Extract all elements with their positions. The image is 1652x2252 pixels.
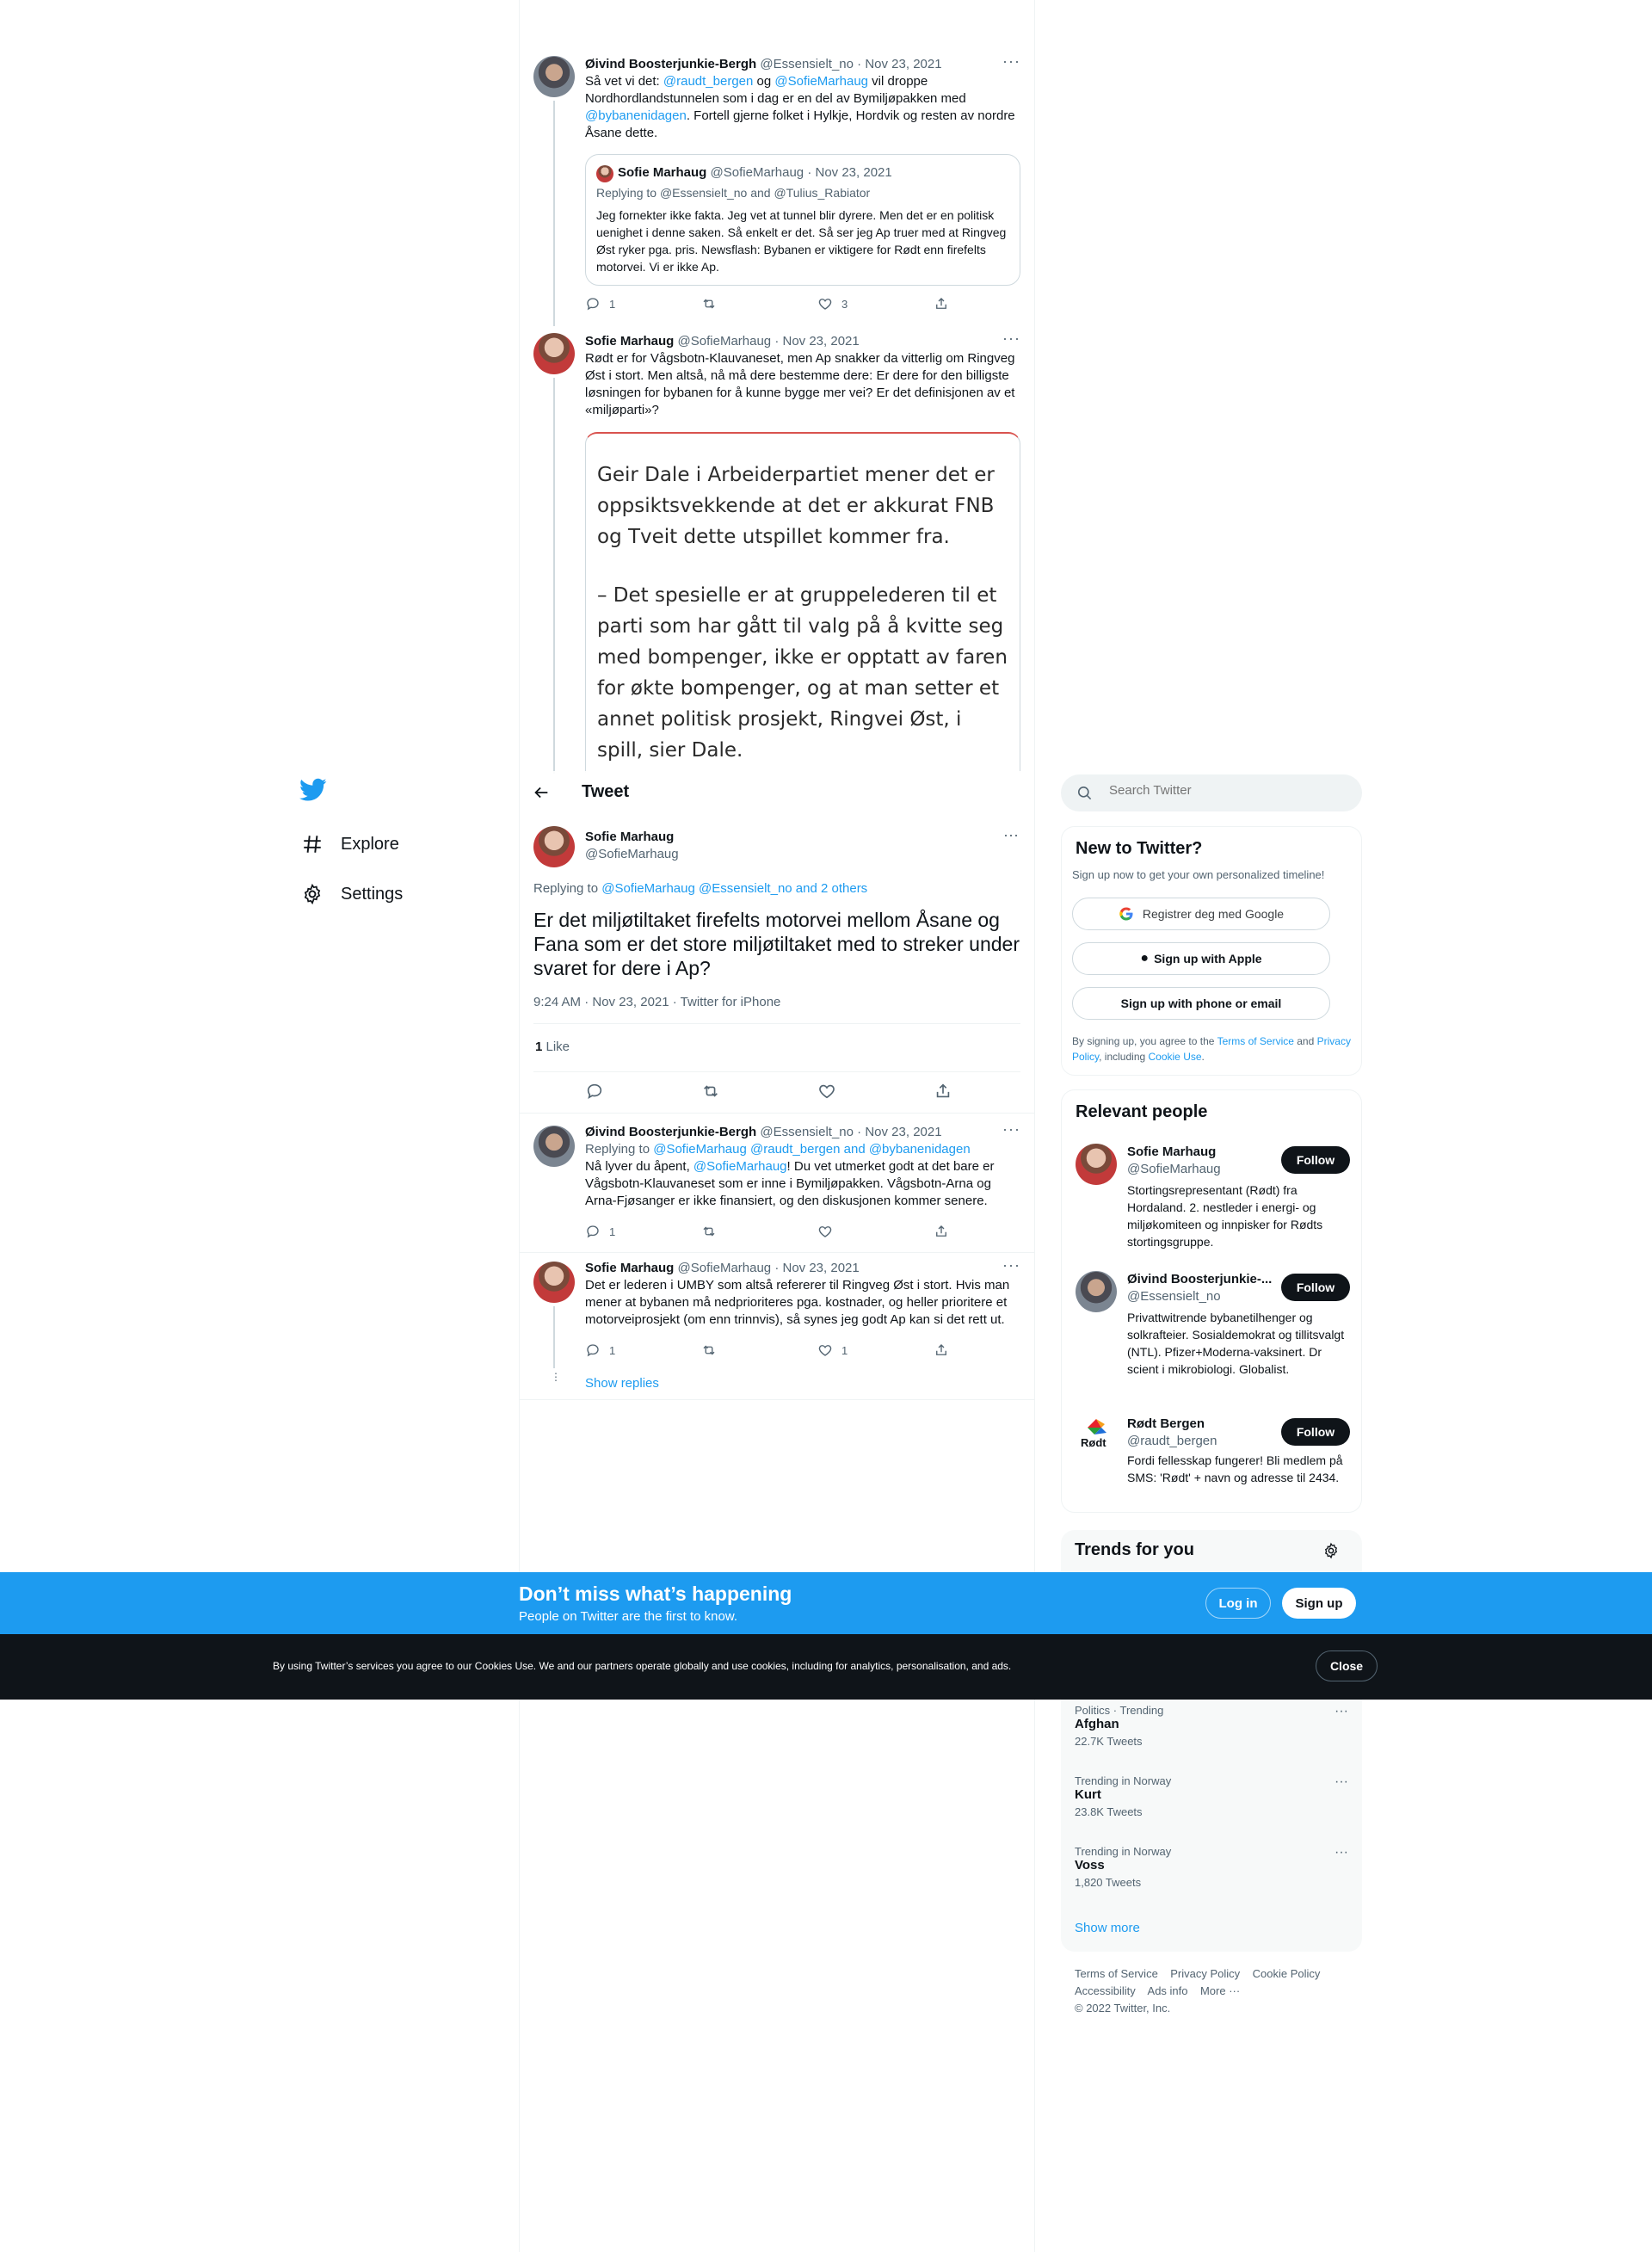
signup-card — [1061, 826, 1362, 1076]
relevant-people-card — [1061, 1089, 1362, 1513]
mention-link[interactable]: @raudt_bergen — [663, 74, 754, 89]
tweet-date[interactable]: Nov 23, 2021 — [865, 57, 942, 71]
follow-button[interactable]: Follow — [1281, 1274, 1350, 1301]
retweet-button[interactable] — [701, 1082, 817, 1101]
legal-text: . — [1201, 1051, 1205, 1063]
button-label: Sign up with Apple — [1154, 952, 1262, 966]
rodt-logo[interactable] — [1076, 1416, 1117, 1457]
replying-prefix: Replying to — [533, 881, 602, 896]
image-paragraph: Geir Dale i Arbeiderpartiet mener det er oppsiktsvekkende at det er akkurat FNB og Tveit dette utspillet kommer fra. — [597, 464, 995, 548]
author-name[interactable]: Sofie Marhaug — [585, 830, 675, 844]
separator: · — [854, 57, 866, 71]
thread-connector-line — [553, 378, 555, 774]
author-handle[interactable]: @SofieMarhaug — [677, 1261, 772, 1275]
tweet-date[interactable]: Nov 23, 2021 — [782, 334, 860, 349]
footer-link[interactable]: Accessibility — [1075, 1984, 1136, 1997]
footer-link[interactable]: Ads info — [1147, 1984, 1188, 1997]
tweet-date[interactable]: Nov 23, 2021 — [782, 1261, 860, 1275]
like-count: 3 — [841, 297, 848, 311]
copyright: © 2022 Twitter, Inc. — [1075, 2002, 1171, 2014]
quote-text: Jeg fornekter ikke fakta. Jeg vet at tunnel blir dyrere. Men det er en politisk uenighet i denne saken. Så enkelt er det. Så ser jeg Ap truer med at Ringveg Øst ryker pga. pris. Newsflash: Bybanen er viktigere for Rødt enn firefelts motorvei. Vi er ikke Ap. — [596, 208, 1007, 274]
main-column-right-border — [1034, 0, 1035, 2252]
trend-item[interactable] — [1075, 1774, 1348, 1818]
replying-to — [596, 186, 870, 200]
person-bio: Stortingsrepresentant (Rødt) fra Hordaland. 2. nestleder i energi- og miljøkomiteen og innpisker for Rødts stortingsgruppe. — [1127, 1183, 1323, 1249]
main-header — [520, 771, 1034, 817]
image-text — [597, 460, 1010, 766]
main-tweet-author[interactable] — [585, 829, 679, 863]
author-name[interactable]: Øivind Boosterjunkie-Bergh — [585, 1125, 757, 1139]
tweet-timestamp[interactable]: 9:24 AM · Nov 23, 2021 · Twitter for iPhone — [533, 995, 781, 1009]
trend-name: Kurt — [1075, 1787, 1101, 1802]
mention-link[interactable]: @SofieMarhaug — [774, 74, 869, 89]
search-icon — [1076, 785, 1093, 801]
avatar[interactable] — [533, 1126, 575, 1167]
nav-explore[interactable] — [301, 833, 399, 855]
share-icon — [934, 1342, 949, 1358]
show-more-link[interactable]: Show more — [1075, 1921, 1140, 1935]
more-options-icon[interactable]: ··· — [1002, 52, 1020, 70]
trend-count: 1,820 Tweets — [1075, 1876, 1142, 1889]
share-button[interactable] — [934, 1082, 1050, 1101]
search-input[interactable] — [1109, 783, 1341, 798]
reply-count: 1 — [609, 1225, 616, 1238]
replying-to — [533, 881, 867, 896]
footer-link[interactable]: Cookie Policy — [1252, 1967, 1321, 1980]
google-signup-button[interactable] — [1072, 898, 1330, 930]
heart-icon — [817, 296, 833, 312]
reply-button[interactable] — [585, 296, 701, 312]
avatar[interactable] — [533, 56, 575, 97]
separator: · — [854, 1125, 866, 1139]
login-button[interactable]: Log in — [1205, 1588, 1271, 1619]
replying-to — [585, 1141, 1020, 1158]
legal-text: By signing up, you agree to the — [1072, 1035, 1217, 1047]
gear-icon — [301, 883, 324, 905]
replying-prefix: Replying to — [596, 186, 660, 200]
tweet-text — [585, 73, 1020, 142]
footer-more-link[interactable]: More ··· — [1199, 1984, 1241, 1997]
image-paragraph: – Det spesielle er at gruppelederen til et parti som har gått til valg på å kvitte seg med bompenger, ikke er opptatt av faren for økte bompenger, og at man setter et annet politisk prosjekt, Ringvei Øst, i spill, sier Dale. — [597, 584, 1008, 762]
divider — [520, 1252, 1034, 1253]
button-label: Registrer deg med Google — [1142, 907, 1285, 921]
terms-link[interactable]: Terms of Service — [1217, 1035, 1294, 1047]
tweet-date[interactable]: Nov 23, 2021 — [865, 1125, 942, 1139]
person-bio: Privattwitrende bybanetilhenger og solkrafteier. Sosialdemokrat og tillitsvalgt (NTL). Pfizer+Moderna-vaksinert. Dr scient i mikrobiologi. Globalist. — [1127, 1311, 1345, 1376]
tweet-text-part: . Fortell gjerne folket i Hylkje, Hordvik og resten av nordre Åsane dette. — [585, 108, 1015, 140]
phone-email-signup-button[interactable] — [1072, 987, 1330, 1020]
google-icon — [1119, 906, 1134, 922]
person-name[interactable]: Sofie Marhaug — [1127, 1145, 1217, 1159]
back-arrow-icon[interactable] — [532, 783, 551, 806]
mention-link[interactable]: @SofieMarhaug — [693, 1159, 787, 1174]
show-replies-link[interactable]: Show replies — [585, 1376, 659, 1391]
follow-button[interactable]: Follow — [1281, 1146, 1350, 1174]
likes-label: Like — [542, 1040, 570, 1054]
thread-tweet[interactable] — [585, 330, 1020, 419]
trend-category: Politics · Trending — [1075, 1704, 1164, 1717]
privacy-link[interactable]: Privacy Policy — [1072, 1035, 1351, 1063]
relevant-people-title: Relevant people — [1076, 1102, 1208, 1121]
quote-header: Sofie Marhaug @SofieMarhaug · Nov 23, 2021 — [618, 165, 892, 180]
page-title: Tweet — [582, 782, 630, 801]
more-options-icon[interactable]: ··· — [1335, 1845, 1348, 1860]
person[interactable] — [1127, 1144, 1221, 1178]
gear-icon[interactable] — [1322, 1542, 1340, 1559]
trend-category: Trending in Norway — [1075, 1845, 1172, 1858]
author-name: Sofie Marhaug — [618, 165, 707, 180]
tweet-text-part: ! Du vet utmerket godt at det bare er Vågsbotn-Klauvaneset som er inne i Bymiljøpakken. Vågsbotn-Arna og Arna-Fjøsanger er ikke finansiert, og den diskusjonen kommer senere. — [585, 1159, 995, 1208]
divider — [533, 1071, 1020, 1072]
avatar[interactable] — [1076, 1144, 1117, 1185]
nav-label: Explore — [341, 834, 399, 854]
tweet-text-part: Nå lyver du åpent, — [585, 1159, 693, 1174]
reply-icon — [585, 1342, 601, 1358]
tweet-actions — [585, 1342, 1050, 1358]
share-button[interactable] — [934, 296, 1050, 312]
retweet-button[interactable] — [701, 1224, 817, 1239]
legal-text: , including — [1099, 1051, 1149, 1063]
avatar[interactable] — [1076, 1271, 1117, 1312]
tweet-date: Nov 23, 2021 — [815, 165, 892, 180]
replying-mentions[interactable]: @SofieMarhaug @Essensielt_no and 2 others — [601, 881, 868, 896]
person-handle[interactable]: @raudt_bergen — [1127, 1434, 1217, 1448]
person-handle[interactable]: @Essensielt_no — [1127, 1289, 1221, 1304]
replying-and: and — [747, 186, 774, 200]
like-count: 1 — [841, 1343, 848, 1357]
retweet-button[interactable] — [701, 296, 817, 312]
apple-icon: ● — [1140, 951, 1150, 966]
likes-stat[interactable] — [535, 1040, 570, 1054]
cookie-bar — [0, 1634, 1652, 1700]
separator: · — [771, 1261, 783, 1275]
quote-tweet[interactable] — [585, 154, 1020, 286]
signup-legal — [1072, 1033, 1353, 1064]
author-name[interactable]: Øivind Boosterjunkie-Bergh — [585, 57, 757, 71]
avatar[interactable] — [533, 1262, 575, 1303]
more-options-icon[interactable]: ··· — [1335, 1774, 1348, 1789]
button-label: Sign up with phone or email — [1120, 996, 1282, 1010]
tweet-actions — [585, 296, 1050, 312]
sidebar-footer — [1075, 1965, 1359, 2017]
reply-icon — [585, 1082, 604, 1101]
author-handle[interactable]: @Essensielt_no — [760, 1125, 854, 1139]
person-name[interactable]: Rødt Bergen — [1127, 1416, 1205, 1431]
reply-button[interactable] — [585, 1224, 701, 1239]
divider — [520, 1113, 1034, 1114]
nav-label: Settings — [341, 884, 404, 904]
replying-handle: @Tulius_Rabiator — [774, 186, 871, 200]
author-name[interactable]: Sofie Marhaug — [585, 334, 675, 349]
trend-item[interactable] — [1075, 1704, 1348, 1748]
retweet-icon — [701, 296, 717, 312]
tweet-text-part: og — [753, 74, 775, 89]
thread-connector-line — [553, 1306, 555, 1368]
mention-link[interactable]: @bybanenidagen — [585, 108, 687, 123]
signup-button[interactable]: Sign up — [1282, 1588, 1356, 1619]
reply-button[interactable] — [585, 1342, 701, 1358]
tweet-actions — [585, 1224, 1050, 1239]
banner-title: Don’t miss what’s happening — [519, 1583, 792, 1605]
search-box[interactable] — [1061, 774, 1362, 811]
replying-handle: @Essensielt_no — [659, 186, 748, 200]
trends-title: Trends for you — [1075, 1540, 1194, 1559]
tweet-text-part: vil droppe Nordhordlandstunnelen som i dag er en del av Bymiljøpakken med — [585, 74, 966, 106]
author-handle[interactable]: @SofieMarhaug — [677, 334, 772, 349]
like-button[interactable] — [817, 1082, 934, 1101]
person-handle[interactable]: @SofieMarhaug — [1127, 1162, 1221, 1176]
likes-count: 1 — [535, 1040, 543, 1054]
tweet-text: Det er lederen i UMBY som altså refererer til Ringveg Øst i stort. Hvis man mener at bybanen må nedprioriteres pga. kostnader, og heller prioritere et motorveiprosjekt (om enn trinnvis), så synes jeg godt Ap kan si det rett ut. — [585, 1278, 1010, 1327]
nav-settings[interactable] — [301, 883, 403, 905]
share-button[interactable] — [934, 1342, 1050, 1358]
more-options-icon[interactable]: ··· — [1002, 1120, 1020, 1138]
signup-subtitle: Sign up now to get your own personalized timeline! — [1072, 868, 1325, 881]
like-button[interactable] — [817, 296, 934, 312]
share-icon — [934, 1224, 949, 1239]
footer-link[interactable]: Terms of Service — [1075, 1967, 1158, 1980]
share-button[interactable] — [934, 1224, 1050, 1239]
apple-signup-button[interactable] — [1072, 942, 1330, 975]
cookie-close-button[interactable]: Close — [1316, 1650, 1378, 1681]
follow-button[interactable]: Follow — [1281, 1418, 1350, 1446]
thread-connector-line — [553, 101, 555, 326]
reply-icon — [585, 296, 601, 312]
more-options-icon[interactable]: ··· — [1002, 1256, 1020, 1274]
trend-count: 23.8K Tweets — [1075, 1805, 1143, 1818]
divider — [520, 1399, 1034, 1400]
rodt-logo-text: Rødt — [1081, 1436, 1106, 1449]
avatar[interactable] — [533, 333, 575, 374]
retweet-icon — [701, 1224, 717, 1239]
cookie-use-link[interactable]: Cookie Use — [1148, 1051, 1202, 1063]
cookie-text: By using Twitter’s services you agree to our Cookies Use. We and our partners operate globally and use cookies, including for analytics, personalisation, and ads. — [273, 1660, 1012, 1672]
person[interactable] — [1127, 1416, 1217, 1450]
heart-icon — [817, 1082, 836, 1101]
retweet-icon — [701, 1342, 717, 1358]
tweet-text — [585, 1158, 1020, 1210]
like-button[interactable] — [817, 1224, 934, 1239]
share-icon — [934, 296, 949, 312]
signup-banner — [0, 1572, 1652, 1634]
person[interactable] — [1127, 1271, 1272, 1305]
more-options-icon[interactable]: ··· — [1335, 1704, 1348, 1718]
tweet-text: Rødt er for Vågsbotn-Klauvaneset, men Ap snakker da vitterlig om Ringveg Øst i stort. Men altså, nå må dere bestemme dere: Er dere for den billigste løsningen for bybanen for å kunne bygge mer vei? Er det definisjonen av et «miljøparti»? — [585, 351, 1015, 417]
thread-tweet[interactable] — [585, 52, 1020, 142]
retweet-button[interactable] — [701, 1342, 817, 1358]
replying-mentions[interactable]: @SofieMarhaug @raudt_bergen and @bybanenidagen — [653, 1142, 971, 1157]
reply-icon — [585, 1224, 601, 1239]
reply-count: 1 — [609, 297, 616, 311]
trend-name: Voss — [1075, 1858, 1105, 1873]
hashtag-icon — [301, 833, 324, 855]
trend-count: 22.7K Tweets — [1075, 1735, 1143, 1748]
thread-dots: ⋮ — [551, 1371, 561, 1383]
trend-item[interactable] — [1075, 1845, 1348, 1889]
heart-icon — [817, 1224, 833, 1239]
separator: · — [771, 334, 783, 349]
tweet-image[interactable] — [585, 432, 1020, 773]
more-options-icon[interactable]: ··· — [1003, 826, 1019, 843]
divider — [533, 1023, 1020, 1024]
signup-title: New to Twitter? — [1076, 839, 1203, 858]
footer-link[interactable]: Privacy Policy — [1170, 1967, 1241, 1980]
reply-tweet[interactable] — [585, 1120, 1020, 1210]
reply-tweet[interactable] — [585, 1256, 1020, 1329]
replying-prefix: Replying to — [585, 1142, 654, 1157]
author-name[interactable]: Sofie Marhaug — [585, 1261, 675, 1275]
person-name[interactable]: Øivind Boosterjunkie-... — [1127, 1272, 1273, 1286]
main-tweet-text: Er det miljøtiltaket firefelts motorvei mellom Åsane og Fana som er det store miljøtiltaket med to streker under svaret for dere i Ap? — [533, 909, 1020, 979]
person-bio: Fordi fellesskap fungerer! Bli medlem på SMS: 'Rødt' + navn og adresse til 2434. — [1127, 1453, 1343, 1484]
reply-count: 1 — [609, 1343, 616, 1357]
main-column-left-border — [519, 0, 520, 2252]
author-handle: @SofieMarhaug — [710, 165, 804, 180]
heart-icon — [817, 1342, 833, 1358]
avatar[interactable] — [533, 826, 575, 867]
banner-subtitle: People on Twitter are the first to know. — [519, 1609, 738, 1624]
avatar — [596, 165, 613, 182]
main-tweet-actions — [585, 1082, 1050, 1101]
author-handle[interactable]: @SofieMarhaug — [585, 847, 679, 861]
trend-category: Trending in Norway — [1075, 1774, 1172, 1787]
like-button[interactable] — [817, 1342, 934, 1358]
reply-button[interactable] — [585, 1082, 701, 1101]
author-handle[interactable]: @Essensielt_no — [760, 57, 854, 71]
trend-name: Afghan — [1075, 1717, 1119, 1731]
retweet-icon — [701, 1082, 720, 1101]
share-icon — [934, 1082, 952, 1101]
legal-text: and — [1293, 1035, 1317, 1047]
tweet-text-part: Så vet vi det: — [585, 74, 663, 89]
twitter-logo-icon[interactable] — [299, 778, 327, 806]
more-options-icon[interactable]: ··· — [1002, 330, 1020, 347]
